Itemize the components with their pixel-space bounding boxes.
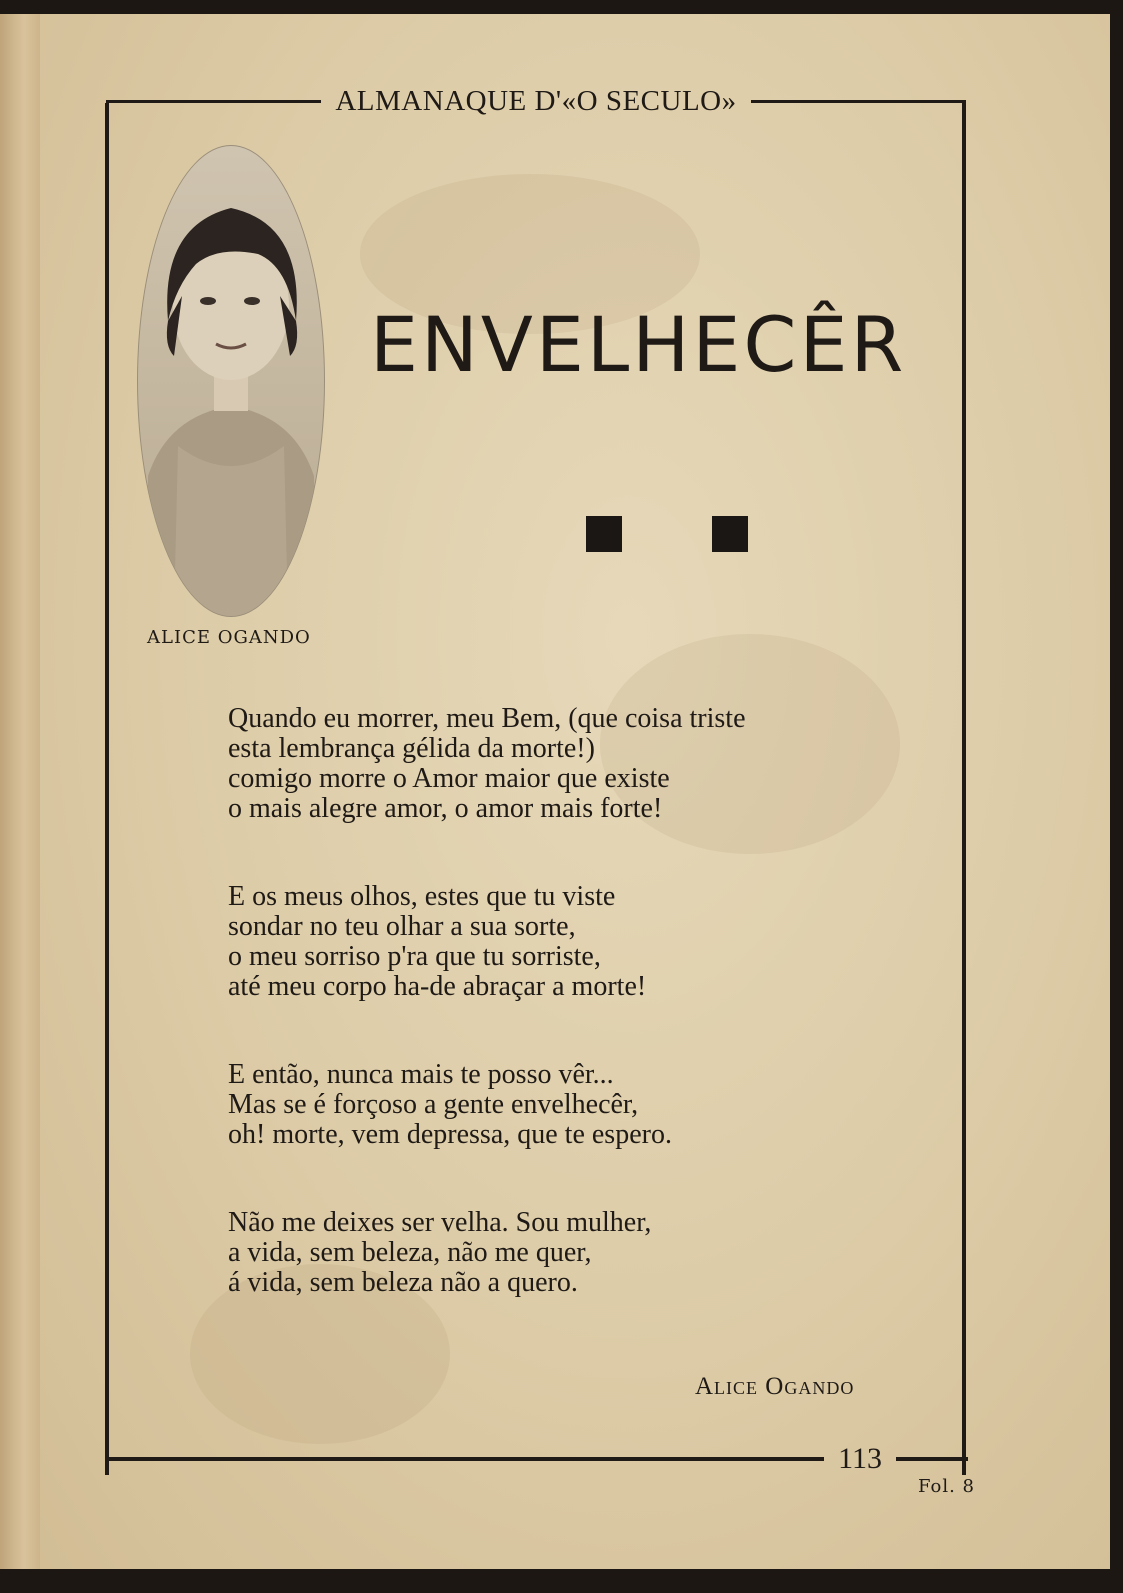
poem-line: a vida, sem beleza, não me quer, bbox=[228, 1237, 592, 1268]
sheet-mark: Fol. 8 bbox=[918, 1476, 975, 1497]
poem-line: comigo morre o Amor maior que existe bbox=[228, 763, 670, 794]
poem-line: Quando eu morrer, meu Bem, (que coisa triste bbox=[228, 703, 746, 734]
stanza-1 bbox=[228, 704, 746, 824]
ornament-square-icon bbox=[712, 516, 748, 552]
ornament-squares bbox=[586, 516, 748, 552]
page-number: 113 bbox=[838, 1442, 882, 1475]
stanza-3 bbox=[228, 1060, 746, 1150]
poem-line: E então, nunca mais te posso vêr... bbox=[228, 1059, 614, 1090]
header-rule-left bbox=[106, 100, 321, 103]
poem-line: o meu sorriso p'ra que tu sorriste, bbox=[228, 941, 601, 972]
previous-page-edge bbox=[0, 14, 42, 1569]
frame-left-border bbox=[105, 103, 109, 1475]
poem-line: Não me deixes ser velha. Sou mulher, bbox=[228, 1207, 652, 1238]
footer-rule-right bbox=[896, 1457, 968, 1461]
author-portrait bbox=[137, 145, 325, 617]
poem-line: até meu corpo ha-de abraçar a morte! bbox=[228, 971, 647, 1002]
stanza-4 bbox=[228, 1208, 746, 1298]
poem-line: esta lembrança gélida da morte!) bbox=[228, 733, 595, 764]
poem-body bbox=[228, 704, 746, 1298]
almanac-title: ALMANAQUE D'«O SECULO» bbox=[335, 84, 737, 117]
portrait-caption: ALICE OGANDO bbox=[147, 627, 311, 648]
poem-line: Mas se é forçoso a gente envelhecêr, bbox=[228, 1089, 639, 1120]
poem-line: E os meus olhos, estes que tu viste bbox=[228, 881, 616, 912]
footer-rule-left bbox=[106, 1457, 824, 1461]
poem-line: á vida, sem beleza não a quero. bbox=[228, 1267, 578, 1298]
poem-line: o mais alegre amor, o amor mais forte! bbox=[228, 793, 663, 824]
ornament-square-icon bbox=[586, 516, 622, 552]
poem-title: ENVELHECÊR bbox=[370, 300, 907, 389]
poem-line: sondar no teu olhar a sua sorte, bbox=[228, 911, 576, 942]
header-rule-right bbox=[751, 100, 966, 103]
stanza-2 bbox=[228, 882, 746, 1002]
frame-right-border bbox=[962, 103, 966, 1475]
almanac-header bbox=[106, 84, 966, 118]
author-signature: Alice Ogando bbox=[695, 1373, 855, 1400]
poem-line: oh! morte, vem depressa, que te espero. bbox=[228, 1119, 672, 1150]
page-footer bbox=[106, 1442, 968, 1476]
portrait-illustration bbox=[138, 146, 324, 616]
